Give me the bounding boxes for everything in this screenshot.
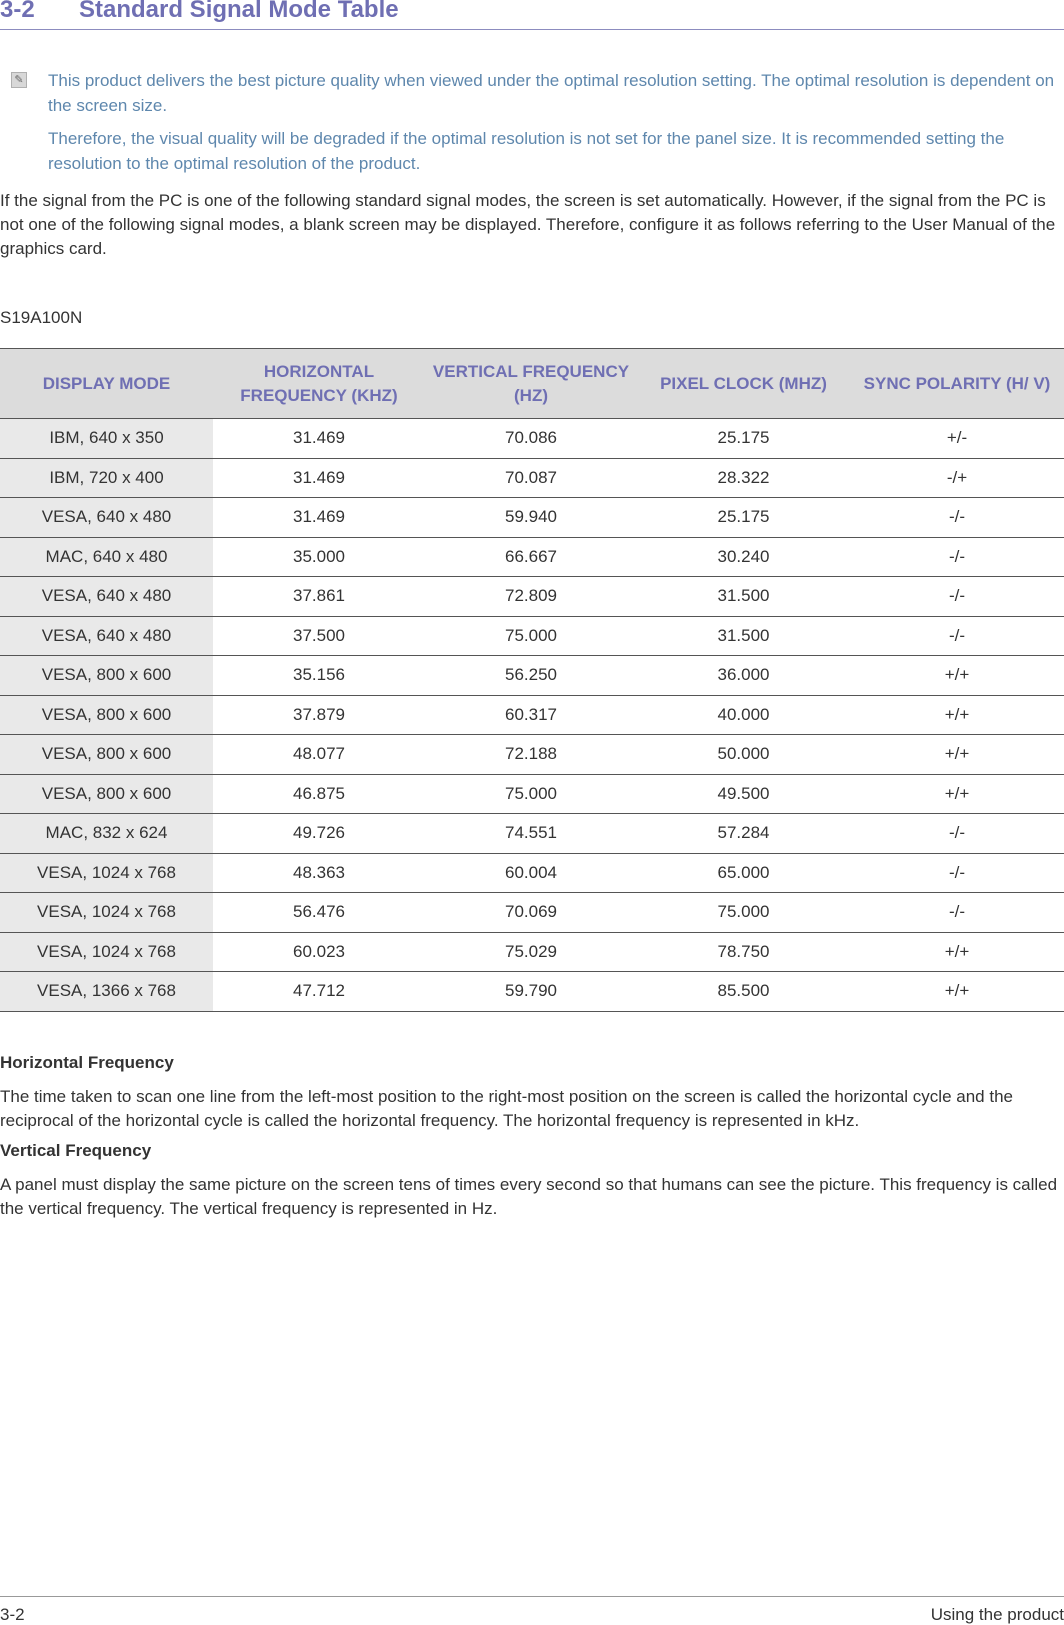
table-row [0,498,1064,538]
display-mode-cell: VESA, 800 x 600 [0,656,213,696]
table-cell: 37.500 [213,616,425,656]
section-number: 3-2 [0,0,35,23]
table-cell: 75.029 [425,932,637,972]
page-number: 3-2 [0,1605,25,1624]
table-cell: +/+ [850,735,1064,775]
table-cell: 74.551 [425,814,637,854]
display-mode-cell: IBM, 720 x 400 [0,458,213,498]
display-mode-cell: VESA, 1024 x 768 [0,853,213,893]
display-mode-cell: VESA, 800 x 600 [0,735,213,775]
table-cell: 70.069 [425,893,637,933]
table-cell: 66.667 [425,537,637,577]
horizontal-frequency-heading: Horizontal Frequency [0,1053,174,1072]
section-heading: Standard Signal Mode Table [79,0,399,23]
display-mode-cell: VESA, 1024 x 768 [0,932,213,972]
note-box [0,68,1064,176]
table-cell: 75.000 [637,893,850,933]
table-cell: 65.000 [637,853,850,893]
table-cell: 75.000 [425,774,637,814]
table-row [0,735,1064,775]
table-cell: 25.175 [637,419,850,459]
table-cell: 31.469 [213,498,425,538]
table-cell: 60.004 [425,853,637,893]
table-cell: 46.875 [213,774,425,814]
table-row [0,774,1064,814]
display-mode-cell: VESA, 640 x 480 [0,498,213,538]
header-display-mode: DISPLAY MODE [0,349,213,419]
table-cell: 40.000 [637,695,850,735]
table-cell: 78.750 [637,932,850,972]
table-cell: 50.000 [637,735,850,775]
table-cell: 37.879 [213,695,425,735]
signal-mode-table [0,348,1064,1012]
header-sync-polarity: SYNC POLARITY (H/ V) [850,349,1064,419]
display-mode-cell: VESA, 800 x 600 [0,774,213,814]
table-row [0,616,1064,656]
display-mode-cell: IBM, 640 x 350 [0,419,213,459]
table-cell: 57.284 [637,814,850,854]
table-cell: +/+ [850,695,1064,735]
table-cell: 31.500 [637,616,850,656]
table-cell: 59.940 [425,498,637,538]
display-mode-cell: VESA, 1366 x 768 [0,972,213,1012]
table-cell: 48.363 [213,853,425,893]
table-row [0,695,1064,735]
vertical-frequency-heading: Vertical Frequency [0,1141,152,1160]
table-cell: 31.469 [213,458,425,498]
model-label: S19A100N [0,308,83,327]
table-cell: 72.809 [425,577,637,617]
table-row [0,577,1064,617]
table-cell: 30.240 [637,537,850,577]
table-cell: 49.726 [213,814,425,854]
table-cell: 47.712 [213,972,425,1012]
table-cell: 56.250 [425,656,637,696]
table-cell: -/- [850,893,1064,933]
table-cell: 49.500 [637,774,850,814]
vertical-frequency-text: A panel must display the same picture on the screen tens of times every second so that humans can see the picture. This frequency is called the vertical frequency. The vertical frequency is represented in Hz. [0,1175,1058,1218]
table-cell: 70.086 [425,419,637,459]
note-icon: ✎ [11,72,27,88]
table-cell: 28.322 [637,458,850,498]
table-cell: +/+ [850,932,1064,972]
display-mode-cell: MAC, 640 x 480 [0,537,213,577]
table-cell: 36.000 [637,656,850,696]
display-mode-cell: VESA, 640 x 480 [0,577,213,617]
table-row [0,932,1064,972]
table-cell: 37.861 [213,577,425,617]
section-title [0,0,1064,30]
table-cell: 85.500 [637,972,850,1012]
display-mode-cell: VESA, 800 x 600 [0,695,213,735]
table-row [0,656,1064,696]
table-cell: 59.790 [425,972,637,1012]
table-cell: -/- [850,537,1064,577]
intro-paragraph: If the signal from the PC is one of the following standard signal modes, the screen is set automatically. However, if the signal from the PC is not one of the following signal modes, a blank screen may be displayed. Therefore, configure it as follows referring to the User Manual of the graphics card. [0,191,1056,258]
table-cell: -/- [850,853,1064,893]
table-cell: +/+ [850,656,1064,696]
table-row [0,814,1064,854]
table-cell: +/- [850,419,1064,459]
header-vertical-frequency: VERTICAL FREQUENCY (HZ) [425,349,637,419]
header-pixel-clock: PIXEL CLOCK (MHZ) [637,349,850,419]
table-cell: 31.469 [213,419,425,459]
horizontal-frequency-text: The time taken to scan one line from the left-most position to the right-most position on the screen is called the horizontal cycle and the reciprocal of the horizontal cycle is called the horizontal frequency. The horizontal frequency is represented in kHz. [0,1087,1013,1130]
table-row [0,972,1064,1012]
chapter-name: Using the product [930,1605,1064,1624]
table-cell: 60.023 [213,932,425,972]
table-row [0,853,1064,893]
table-cell: 35.000 [213,537,425,577]
display-mode-cell: VESA, 640 x 480 [0,616,213,656]
table-cell: 70.087 [425,458,637,498]
table-cell: 56.476 [213,893,425,933]
table-cell: 25.175 [637,498,850,538]
table-cell: -/- [850,577,1064,617]
table-cell: 75.000 [425,616,637,656]
table-cell: 48.077 [213,735,425,775]
note-paragraph: Therefore, the visual quality will be degraded if the optimal resolution is not set for the panel size. It is recommended setting the resolution to the optimal resolution of the product. [48,129,1005,173]
table-cell: -/+ [850,458,1064,498]
table-cell: +/+ [850,972,1064,1012]
display-mode-cell: VESA, 1024 x 768 [0,893,213,933]
table-cell: +/+ [850,774,1064,814]
page-footer [0,1596,1064,1625]
table-header-row [0,349,1064,419]
table-cell: 31.500 [637,577,850,617]
header-horizontal-frequency: HORIZONTAL FREQUENCY (KHZ) [213,349,425,419]
display-mode-cell: MAC, 832 x 624 [0,814,213,854]
table-cell: -/- [850,616,1064,656]
table-row [0,419,1064,459]
table-row [0,893,1064,933]
table-cell: 35.156 [213,656,425,696]
table-cell: -/- [850,498,1064,538]
table-cell: 60.317 [425,695,637,735]
table-row [0,537,1064,577]
table-row [0,458,1064,498]
table-cell: 72.188 [425,735,637,775]
table-cell: -/- [850,814,1064,854]
note-paragraph: This product delivers the best picture quality when viewed under the optimal resolution setting. The optimal resolution is dependent on the screen size. [48,71,1055,115]
